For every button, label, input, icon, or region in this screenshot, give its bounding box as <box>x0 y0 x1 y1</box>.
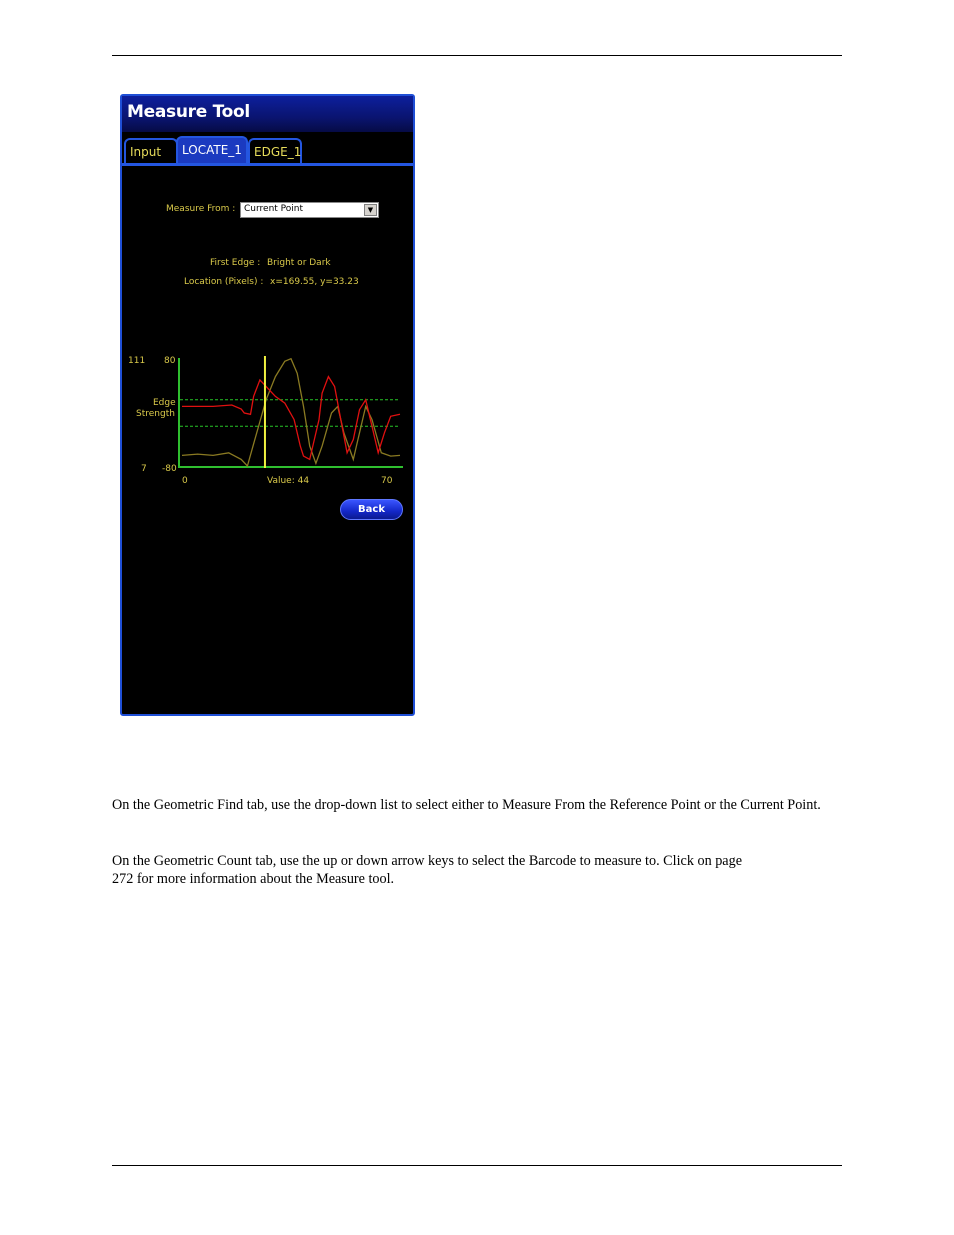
y-axis-label-2: Strength <box>136 409 175 419</box>
y-axis-label-1: Edge <box>153 398 176 408</box>
tab-edge-1-label: EDGE_1 <box>254 145 302 159</box>
paragraph-2: On the Geometric Count tab, use the up or down arrow keys to select the Barcode to measure to. Click on page 272 for more information about the Measure tool. <box>112 853 742 887</box>
tab-input[interactable] <box>124 138 178 164</box>
tab-input-label: Input <box>130 145 162 159</box>
footer-rule <box>112 1165 842 1166</box>
y-bottom-label: -80 <box>162 464 177 474</box>
olive-edge-series <box>182 359 400 466</box>
window-title: Measure Tool <box>127 102 250 122</box>
title-bar <box>122 96 413 132</box>
tab-locate-1-label: LOCATE_1 <box>182 143 242 157</box>
first-edge-label: First Edge : <box>210 258 261 268</box>
measure-tool-window <box>120 94 415 716</box>
measure-from-selected: Current Point <box>244 204 304 214</box>
left-bottom-label: 7 <box>141 464 147 474</box>
back-button[interactable]: Back <box>340 499 403 520</box>
x-min-label: 0 <box>182 476 188 486</box>
red-edge-series <box>182 377 400 460</box>
location-label: Location (Pixels) : <box>184 277 264 287</box>
chevron-down-icon[interactable]: ▼ <box>364 204 377 216</box>
first-edge-value: Bright or Dark <box>267 258 331 268</box>
measure-from-label: Measure From : <box>166 204 236 214</box>
paragraph-1: On the Geometric Find tab, use the drop-down list to select either to Measure From the Reference Point or the Current Point. <box>112 797 821 813</box>
x-max-label: 70 <box>381 476 393 486</box>
left-top-label: 111 <box>128 356 146 366</box>
tab-underline <box>122 163 413 166</box>
header-rule <box>112 55 842 56</box>
edge-strength-chart <box>122 346 413 496</box>
tab-locate-1[interactable] <box>176 136 248 165</box>
y-top-label: 80 <box>164 356 176 366</box>
location-value: x=169.55, y=33.23 <box>270 277 359 287</box>
value-readout: Value: 44 <box>267 476 310 486</box>
measure-from-select[interactable] <box>240 202 379 218</box>
tab-edge-1[interactable] <box>248 138 302 164</box>
